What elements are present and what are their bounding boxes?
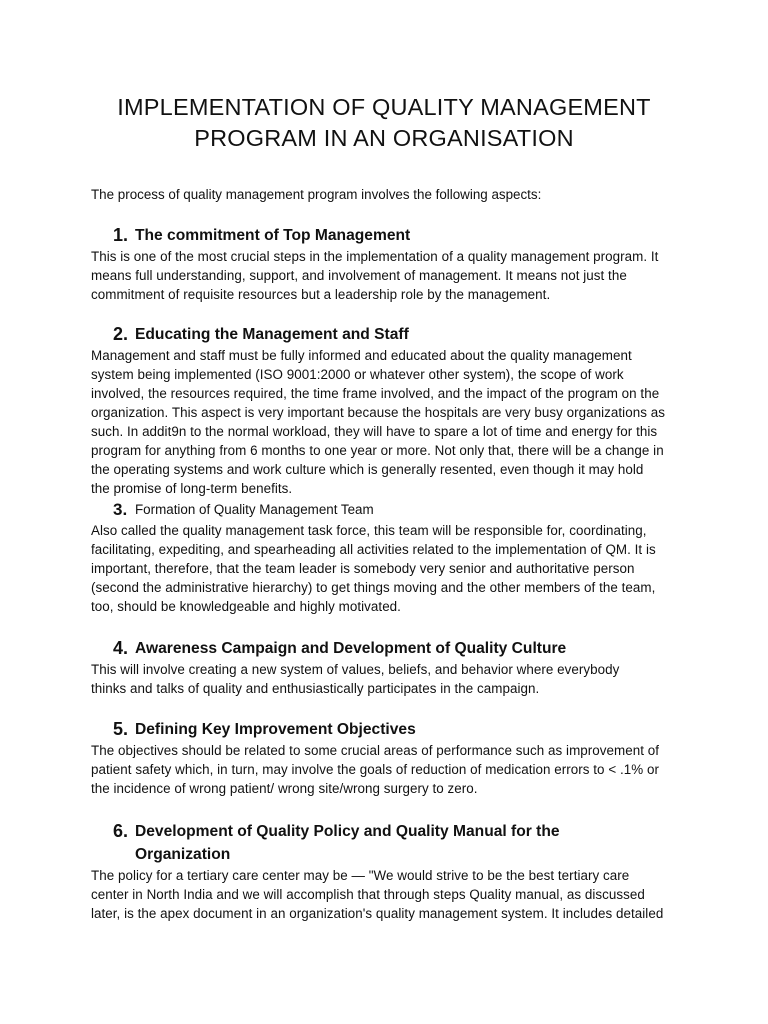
section-body: This is one of the most crucial steps in the implementation of a quality management program. It means full understanding, support, and involvement of management. It means not just the commitment of requisite resources but a leadership role by the management. [91,249,659,302]
section-title: Defining Key Improvement Objectives [135,721,416,738]
section-title: The commitment of Top Management [135,227,411,244]
section-5 [91,718,691,798]
section-title: Formation of Quality Management Team [135,502,374,517]
section-number: 5. [113,719,129,739]
section-body: This will involve creating a new system of values, beliefs, and behavior where everybody thinks and talks of quality and enthusiastically participates in the campaign. [91,662,620,696]
section-heading [91,637,691,660]
section-number: 4. [113,638,129,658]
section-title: Awareness Campaign and Development of Quality Culture [135,640,567,657]
section-6 [91,820,691,923]
section-body: The objectives should be related to some crucial areas of performance such as improvement of patient safety which, in turn, may involve the goals of reduction of medication errors to < .1% or the incidence of wrong patient/ wrong site/wrong surgery to zero. [91,743,660,796]
section-heading [91,224,691,247]
intro-paragraph: The process of quality management program involves the following aspects: [91,187,542,202]
section-number: 2. [113,324,129,344]
title-line-2: PROGRAM IN AN ORGANISATION [194,125,574,151]
section-body: The policy for a tertiary care center may be — "We would strive to be the best tertiary care center in North India and we will accomplish that through steps Quality manual, as discussed later, is the apex document in an organization's quality management system. It includes detailed [91,868,664,921]
page-title [60,92,708,154]
title-line-1: IMPLEMENTATION OF QUALITY MANAGEMENT [117,94,651,120]
section-heading [91,820,691,866]
section-body: Also called the quality management task force, this team will be responsible for, coordinating, facilitating, expediting, and spearheading all activities related to the implementation of QM. It is important, therefore, that the team leader is somebody very senior and authoritative person (second the administrative hierarchy) to get things moving and the other members of the team, too, should be knowledgeable and highly motivated. [91,523,656,614]
section-number: 3. [113,500,128,519]
section-heading [91,323,691,346]
section-number: 6. [113,821,129,841]
section-title: Development of Quality Policy and Quality Manual for the Organization [135,823,560,863]
section-1 [91,224,691,304]
section-title: Educating the Management and Staff [135,326,409,343]
section-body: Management and staff must be fully informed and educated about the quality management system being implemented (ISO 9001:2000 or whatever other system), the scope of work involved, the resources required, the time frame involved, and the impact of the program on the organization. This aspect is very important because the hospitals are very busy organizations as such. In addit9n to the normal workload, they will have to spare a lot of time and energy for this program for anything from 6 months to one year or more. Not only that, there will be a change in the operating systems and work culture which is generally resented, even though it may hold the promise of long-term benefits. [91,348,665,496]
section-heading [91,718,691,741]
section-2 [91,323,691,498]
section-number: 1. [113,225,129,245]
section-4 [91,637,691,698]
section-3 [91,499,691,616]
section-heading [91,499,691,521]
